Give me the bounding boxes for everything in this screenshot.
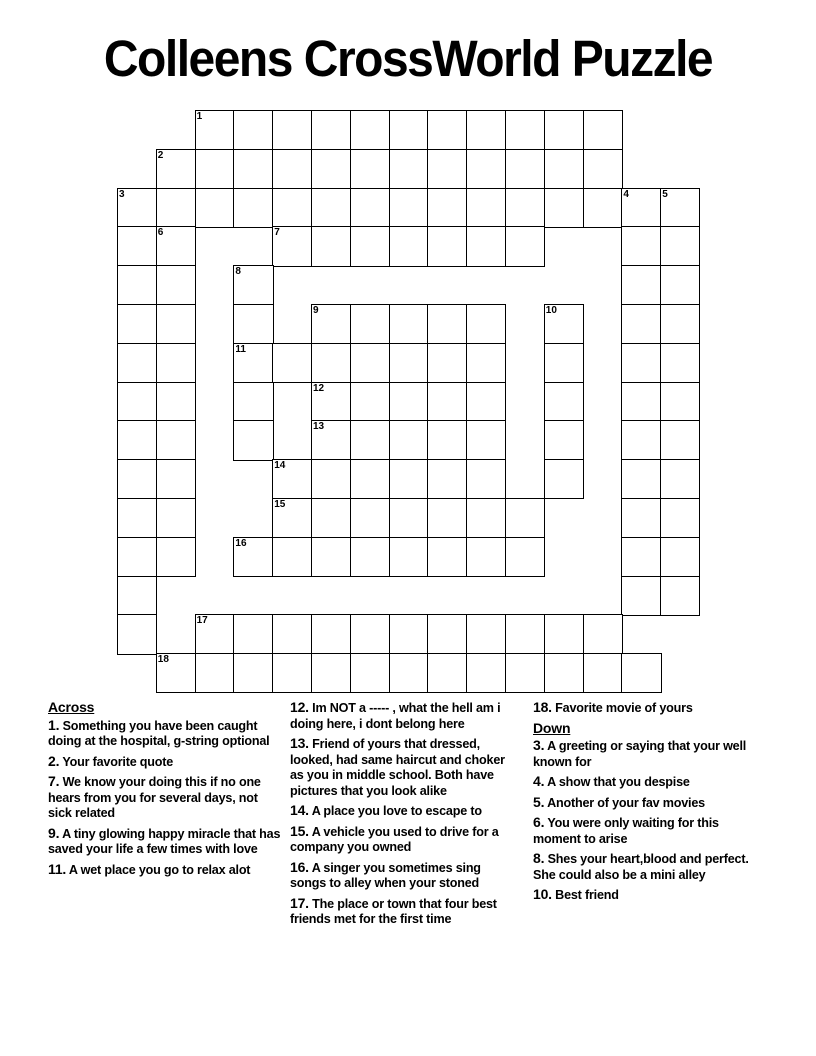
clue-number: 8 xyxy=(235,266,241,278)
grid-cell[interactable] xyxy=(195,149,235,189)
clue-label: 11. xyxy=(48,860,67,877)
grid-cell[interactable] xyxy=(272,110,312,150)
grid-cell[interactable] xyxy=(427,110,467,150)
clue-label: 4. xyxy=(533,773,545,789)
grid-cell[interactable] xyxy=(311,343,351,383)
grid-cell[interactable] xyxy=(311,653,351,693)
grid-cell[interactable] xyxy=(156,149,196,189)
grid-cell[interactable] xyxy=(389,382,429,422)
clue-number: 18 xyxy=(157,654,169,666)
grid-cell[interactable] xyxy=(427,537,467,577)
grid-cell[interactable] xyxy=(466,614,506,654)
clue-text: Im NOT a ----- , what the hell am i doing here, i dont belong here xyxy=(290,701,501,731)
grid-cell[interactable] xyxy=(156,226,196,266)
grid-cell[interactable] xyxy=(311,149,351,189)
grid-cell[interactable] xyxy=(272,614,312,654)
grid-cell[interactable] xyxy=(466,304,506,344)
grid-cell[interactable] xyxy=(660,265,700,305)
grid-cell[interactable] xyxy=(389,149,429,189)
clue-number: 5 xyxy=(662,188,668,200)
grid-cell[interactable] xyxy=(544,420,584,460)
grid-cell[interactable] xyxy=(272,459,312,499)
grid-cell[interactable] xyxy=(117,382,157,422)
grid-cell[interactable] xyxy=(233,382,273,422)
grid-cell[interactable] xyxy=(350,614,390,654)
grid-cell[interactable] xyxy=(427,226,467,266)
grid-cell[interactable] xyxy=(233,188,273,228)
grid-cell[interactable] xyxy=(583,188,623,228)
grid-cell[interactable] xyxy=(350,343,390,383)
grid-cell[interactable] xyxy=(195,110,235,150)
grid-cell[interactable] xyxy=(466,343,506,383)
clue-text: A vehicle you used to drive for a company you owned xyxy=(290,824,499,854)
grid-cell[interactable] xyxy=(621,420,661,460)
down-clue xyxy=(533,738,765,770)
grid-cell[interactable] xyxy=(117,459,157,499)
grid-cell[interactable] xyxy=(350,110,390,150)
grid-cell[interactable] xyxy=(544,382,584,422)
clue-number: 1 xyxy=(196,111,203,122)
clue-label: 2. xyxy=(48,752,60,769)
grid-cell[interactable] xyxy=(156,537,196,577)
across-clue xyxy=(533,700,765,717)
clue-column-1 xyxy=(48,700,284,882)
grid-cell[interactable] xyxy=(544,614,584,654)
grid-cell[interactable] xyxy=(466,459,506,499)
across-clue xyxy=(48,862,284,879)
grid-cell[interactable] xyxy=(660,382,700,422)
grid-cell[interactable] xyxy=(311,188,351,228)
grid-cell[interactable] xyxy=(660,304,700,344)
grid-cell[interactable] xyxy=(311,110,351,150)
clue-number: 6 xyxy=(157,227,164,239)
grid-cell[interactable] xyxy=(350,498,390,538)
grid-cell[interactable] xyxy=(660,576,700,616)
clue-label: 12. xyxy=(290,699,309,715)
across-clue xyxy=(290,803,516,820)
grid-cell[interactable] xyxy=(466,653,506,693)
grid-cell[interactable] xyxy=(311,420,351,460)
grid-cell[interactable] xyxy=(233,304,273,344)
clue-text: A tiny glowing happy miracle that has saved your life a few times with love xyxy=(48,826,281,856)
clue-text: A wet place you go to relax alot xyxy=(66,862,251,877)
grid-cell[interactable] xyxy=(427,382,467,422)
clue-text: Friend of yours that dressed, looked, had same haircut and choker as you in middle school. Both have pictures that you look alike xyxy=(290,737,505,798)
clue-text: A singer you sometimes sing songs to alley when your stoned xyxy=(290,860,481,890)
grid-cell[interactable] xyxy=(621,537,661,577)
grid-cell[interactable] xyxy=(544,149,584,189)
clue-number: 2 xyxy=(157,149,164,161)
grid-cell[interactable] xyxy=(427,498,467,538)
grid-cell[interactable] xyxy=(660,343,700,383)
grid-cell[interactable] xyxy=(272,343,312,383)
grid-cell[interactable] xyxy=(117,343,157,383)
clue-label: 3. xyxy=(533,737,545,753)
grid-cell[interactable] xyxy=(350,226,390,266)
grid-cell[interactable] xyxy=(350,420,390,460)
clue-column-3 xyxy=(533,700,765,908)
grid-cell[interactable] xyxy=(195,614,235,654)
grid-cell[interactable] xyxy=(427,653,467,693)
grid-cell[interactable] xyxy=(156,304,196,344)
grid-cell[interactable] xyxy=(427,343,467,383)
grid-cell[interactable] xyxy=(621,459,661,499)
grid-cell[interactable] xyxy=(389,304,429,344)
clue-label: 10. xyxy=(533,886,552,902)
grid-cell[interactable] xyxy=(117,614,157,654)
down-clue xyxy=(533,887,765,904)
clue-text: You were only waiting for this moment to arise xyxy=(533,816,719,846)
grid-cell[interactable] xyxy=(156,382,196,422)
grid-cell[interactable] xyxy=(117,498,157,538)
grid-cell[interactable] xyxy=(311,537,351,577)
grid-cell[interactable] xyxy=(311,459,351,499)
clue-number: 7 xyxy=(274,227,280,239)
grid-cell[interactable] xyxy=(272,537,312,577)
grid-cell[interactable] xyxy=(156,420,196,460)
grid-cell[interactable] xyxy=(621,343,661,383)
grid-cell[interactable] xyxy=(505,498,545,538)
grid-cell[interactable] xyxy=(466,382,506,422)
grid-cell[interactable] xyxy=(233,537,273,577)
clue-text: Favorite movie of yours xyxy=(551,701,693,715)
grid-cell[interactable] xyxy=(621,188,661,228)
grid-cell[interactable] xyxy=(117,304,157,344)
grid-cell[interactable] xyxy=(156,459,196,499)
clue-number: 12 xyxy=(313,382,325,394)
grid-cell[interactable] xyxy=(466,188,506,228)
grid-cell[interactable] xyxy=(544,343,584,383)
grid-cell[interactable] xyxy=(660,459,700,499)
clue-label: 16. xyxy=(290,858,309,875)
grid-cell[interactable] xyxy=(117,576,157,616)
grid-cell[interactable] xyxy=(505,614,545,654)
clue-label: 1. xyxy=(48,716,60,733)
grid-cell[interactable] xyxy=(583,110,623,150)
grid-cell[interactable] xyxy=(505,188,545,228)
grid-cell[interactable] xyxy=(389,459,429,499)
grid-cell[interactable] xyxy=(621,304,661,344)
grid-cell[interactable] xyxy=(660,188,700,228)
grid-cell[interactable] xyxy=(583,653,623,693)
grid-cell[interactable] xyxy=(621,382,661,422)
page-title: Colleens CrossWorld Puzzle xyxy=(103,31,713,88)
grid-cell[interactable] xyxy=(544,110,584,150)
grid-cell[interactable] xyxy=(389,537,429,577)
across-clue xyxy=(48,718,284,750)
grid-cell[interactable] xyxy=(505,110,545,150)
grid-cell[interactable] xyxy=(660,537,700,577)
grid-cell[interactable] xyxy=(117,265,157,305)
clue-text: We know your doing this if no one hears from you for several days, not sick related xyxy=(48,775,261,820)
grid-cell[interactable] xyxy=(466,149,506,189)
grid-cell[interactable] xyxy=(311,226,351,266)
grid-cell[interactable] xyxy=(311,304,351,344)
clue-label: 9. xyxy=(48,824,60,841)
clue-label: 8. xyxy=(533,850,545,866)
grid-cell[interactable] xyxy=(427,304,467,344)
grid-cell[interactable] xyxy=(544,459,584,499)
down-clue xyxy=(533,815,765,847)
grid-cell[interactable] xyxy=(621,576,661,616)
clue-text: The place or town that four best friends met for the first time xyxy=(290,896,497,926)
grid-cell[interactable] xyxy=(389,226,429,266)
across-clue xyxy=(48,826,284,858)
grid-cell[interactable] xyxy=(350,537,390,577)
clue-text: Best friend xyxy=(551,888,619,902)
clue-text: A show that you despise xyxy=(544,775,690,789)
clue-number: 4 xyxy=(623,188,629,200)
grid-cell[interactable] xyxy=(233,653,273,693)
clue-text: Something you have been caught doing at the hospital, g-string optional xyxy=(48,718,270,748)
grid-cell[interactable] xyxy=(621,265,661,305)
grid-cell[interactable] xyxy=(350,304,390,344)
grid-cell[interactable] xyxy=(233,265,273,305)
grid-cell[interactable] xyxy=(233,343,273,383)
clue-text: A place you love to escape to xyxy=(308,804,482,818)
grid-cell[interactable] xyxy=(505,226,545,266)
grid-cell[interactable] xyxy=(272,149,312,189)
grid-cell[interactable] xyxy=(117,420,157,460)
grid-cell[interactable] xyxy=(389,188,429,228)
clue-text: Your favorite quote xyxy=(59,754,174,769)
across-clue xyxy=(290,824,516,856)
grid-cell[interactable] xyxy=(233,420,273,460)
grid-cell[interactable] xyxy=(272,498,312,538)
grid-cell[interactable] xyxy=(583,149,623,189)
across-clue xyxy=(290,736,516,799)
grid-cell[interactable] xyxy=(311,498,351,538)
grid-cell[interactable] xyxy=(233,110,273,150)
grid-cell[interactable] xyxy=(272,188,312,228)
clue-label: 5. xyxy=(533,793,545,810)
grid-cell[interactable] xyxy=(350,653,390,693)
grid-cell[interactable] xyxy=(233,149,273,189)
clue-number: 13 xyxy=(313,421,325,433)
clue-number: 16 xyxy=(235,537,247,549)
grid-cell[interactable] xyxy=(117,188,157,228)
grid-cell[interactable] xyxy=(427,459,467,499)
grid-cell[interactable] xyxy=(156,343,196,383)
grid-cell[interactable] xyxy=(505,537,545,577)
grid-cell[interactable] xyxy=(311,382,351,422)
clue-column-2 xyxy=(290,700,516,932)
grid-cell[interactable] xyxy=(195,653,235,693)
grid-cell[interactable] xyxy=(195,188,235,228)
across-clue xyxy=(290,860,516,892)
grid-cell[interactable] xyxy=(583,614,623,654)
grid-cell[interactable] xyxy=(272,226,312,266)
clue-number: 15 xyxy=(274,499,286,510)
across-clue xyxy=(48,774,284,822)
clue-label: 15. xyxy=(290,822,309,839)
grid-cell[interactable] xyxy=(621,653,661,693)
grid-cell[interactable] xyxy=(389,614,429,654)
grid-cell[interactable] xyxy=(389,343,429,383)
grid-cell[interactable] xyxy=(505,653,545,693)
clue-label: 18. xyxy=(533,699,552,715)
clue-text: Shes your heart,blood and perfect. She could also be a mini alley xyxy=(533,852,749,882)
grid-cell[interactable] xyxy=(272,653,312,693)
grid-cell[interactable] xyxy=(621,226,661,266)
grid-cell[interactable] xyxy=(544,304,584,344)
grid-cell[interactable] xyxy=(156,188,196,228)
grid-cell[interactable] xyxy=(466,498,506,538)
grid-cell[interactable] xyxy=(350,382,390,422)
across-heading: Across xyxy=(48,699,95,715)
grid-cell[interactable] xyxy=(389,420,429,460)
down-clue xyxy=(533,774,765,791)
grid-cell[interactable] xyxy=(350,149,390,189)
clue-label: 17. xyxy=(290,894,309,911)
clue-text: Another of your fav movies xyxy=(544,795,705,810)
grid-cell[interactable] xyxy=(660,498,700,538)
clue-label: 13. xyxy=(290,735,309,751)
grid-cell[interactable] xyxy=(311,614,351,654)
grid-cell[interactable] xyxy=(544,653,584,693)
grid-cell[interactable] xyxy=(389,498,429,538)
grid-cell[interactable] xyxy=(621,498,661,538)
clue-text: A greeting or saying that your well known for xyxy=(533,739,747,769)
grid-cell[interactable] xyxy=(156,653,196,693)
clue-number: 3 xyxy=(119,188,125,200)
grid-cell[interactable] xyxy=(117,226,157,266)
clue-label: 14. xyxy=(290,802,309,818)
down-clue xyxy=(533,851,765,883)
clue-label: 7. xyxy=(48,773,60,789)
grid-cell[interactable] xyxy=(660,226,700,266)
grid-cell[interactable] xyxy=(466,110,506,150)
grid-cell[interactable] xyxy=(427,420,467,460)
grid-cell[interactable] xyxy=(427,614,467,654)
clue-number: 17 xyxy=(196,615,208,627)
grid-cell[interactable] xyxy=(660,420,700,460)
grid-cell[interactable] xyxy=(466,226,506,266)
grid-cell[interactable] xyxy=(156,265,196,305)
grid-cell[interactable] xyxy=(427,188,467,228)
grid-cell[interactable] xyxy=(466,537,506,577)
clue-number: 10 xyxy=(545,305,557,316)
grid-cell[interactable] xyxy=(466,420,506,460)
grid-cell[interactable] xyxy=(505,149,545,189)
grid-cell[interactable] xyxy=(389,653,429,693)
across-clue xyxy=(290,700,516,732)
grid-cell[interactable] xyxy=(117,537,157,577)
clue-label: 6. xyxy=(533,814,545,830)
clue-number: 11 xyxy=(235,343,246,355)
grid-cell[interactable] xyxy=(350,459,390,499)
grid-cell[interactable] xyxy=(427,149,467,189)
across-clue xyxy=(290,896,516,928)
across-clue xyxy=(48,754,284,771)
grid-cell[interactable] xyxy=(233,614,273,654)
down-heading: Down xyxy=(533,719,571,736)
clue-number: 9 xyxy=(313,305,319,316)
grid-cell[interactable] xyxy=(350,188,390,228)
grid-cell[interactable] xyxy=(544,188,584,228)
grid-cell[interactable] xyxy=(389,110,429,150)
clue-number: 14 xyxy=(274,460,286,472)
down-clue xyxy=(533,795,765,812)
grid-cell[interactable] xyxy=(156,498,196,538)
